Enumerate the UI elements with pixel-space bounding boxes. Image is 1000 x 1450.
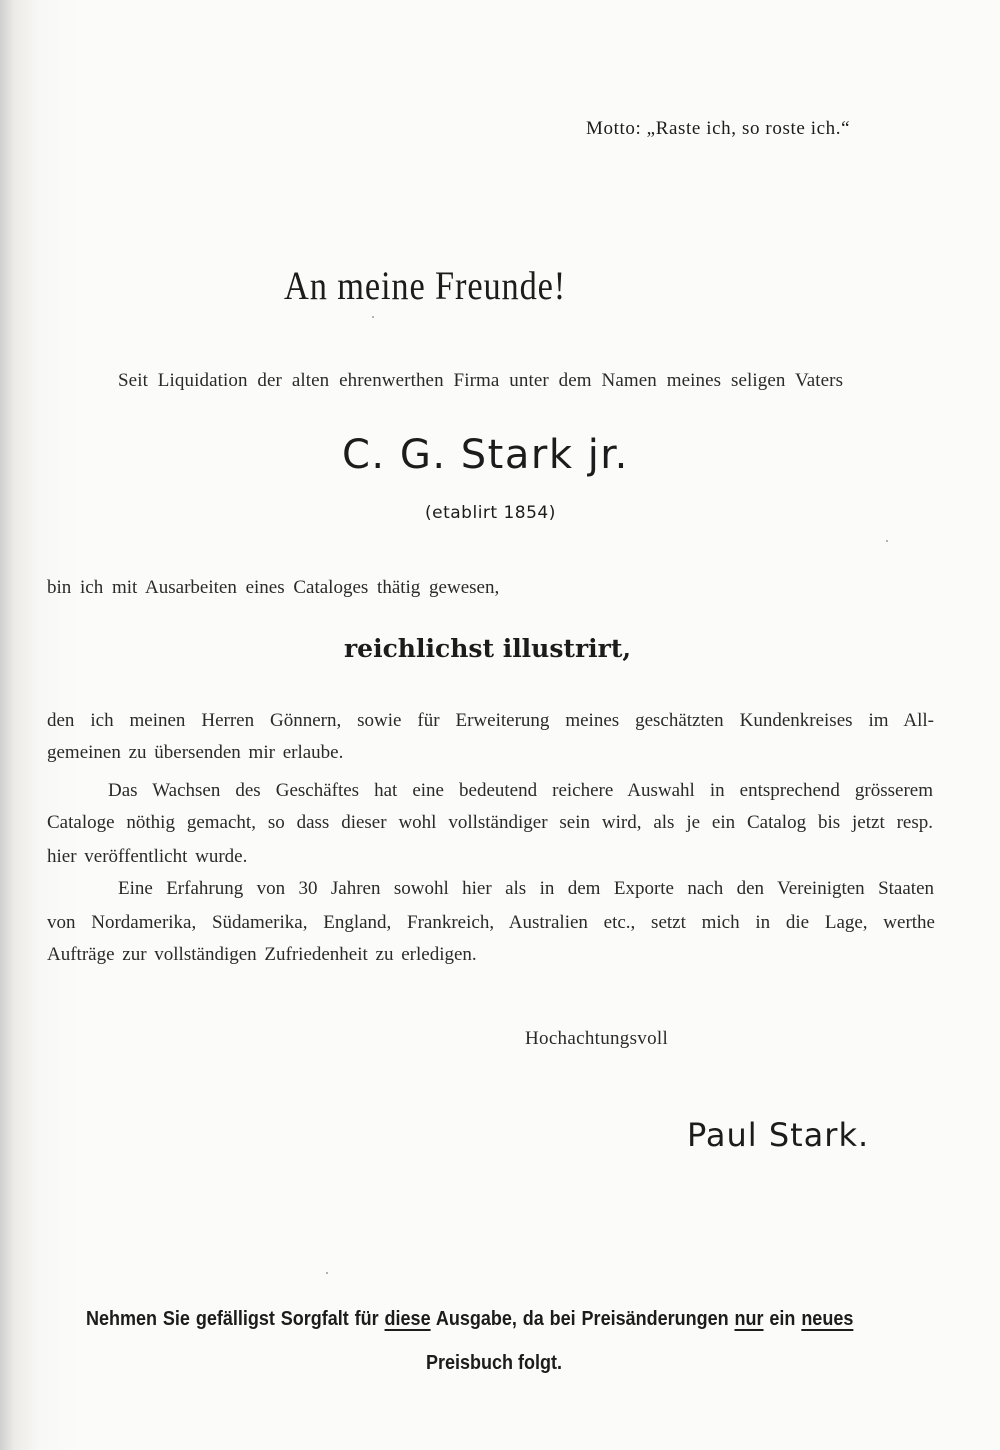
body-line: Das Wachsen des Geschäftes hat eine bedeutend reichere Auswahl in entsprechend grösserem bbox=[108, 780, 933, 801]
body-line: Cataloge nöthig gemacht, so dass dieser wohl vollständiger sein wird, als je ein Catalog bis jetzt resp. bbox=[47, 812, 933, 833]
signature-name: Paul Stark. bbox=[687, 1116, 870, 1154]
letter-heading: An meine Freunde! bbox=[284, 263, 567, 308]
notice-underlined-word: neues bbox=[801, 1308, 854, 1330]
body-line: von Nordamerika, Südamerika, England, Frankreich, Australien etc., setzt mich in die Lage, werthe bbox=[47, 912, 935, 933]
notice-text: Nehmen Sie gefälligst Sorgfalt für bbox=[86, 1308, 385, 1330]
body-line: hier veröffentlicht wurde. bbox=[47, 846, 248, 867]
notice-text: Ausgabe, da bei Preisänderungen bbox=[430, 1308, 735, 1330]
notice-text: ein bbox=[763, 1308, 802, 1330]
body-line: gemeinen zu übersenden mir erlaube. bbox=[47, 742, 344, 763]
paper-speck bbox=[326, 1272, 328, 1274]
notice-underlined-word: diese bbox=[384, 1308, 431, 1330]
paper-speck bbox=[372, 316, 374, 318]
notice-line-1 bbox=[86, 1308, 853, 1331]
body-line: Eine Erfahrung von 30 Jahren sowohl hier als in dem Exporte nach den Vereinigten Staaten bbox=[118, 878, 934, 899]
catalog-line: bin ich mit Ausarbeiten eines Cataloges thätig gewesen, bbox=[47, 577, 500, 598]
paper-speck bbox=[886, 540, 888, 542]
intro-line: Seit Liquidation der alten ehrenwerthen Firma unter dem Namen meines seligen Vaters bbox=[118, 370, 844, 391]
body-line: den ich meinen Herren Gönnern, sowie für Erweiterung meines geschätzten Kundenkreises im All- bbox=[47, 710, 934, 731]
notice-line-2: Preisbuch folgt. bbox=[426, 1352, 563, 1374]
motto: Motto: „Raste ich, so roste ich.“ bbox=[586, 118, 851, 139]
notice-underlined-word: nur bbox=[734, 1308, 764, 1330]
illustrated-emphasis: reichlichst illustrirt, bbox=[344, 634, 632, 663]
firm-name: C. G. Stark jr. bbox=[342, 432, 629, 478]
established-note: (etablirt 1854) bbox=[425, 503, 556, 523]
body-line: Aufträge zur vollständigen Zufriedenheit zu erledigen. bbox=[47, 944, 477, 965]
closing-salutation: Hochachtungsvoll bbox=[525, 1028, 669, 1049]
